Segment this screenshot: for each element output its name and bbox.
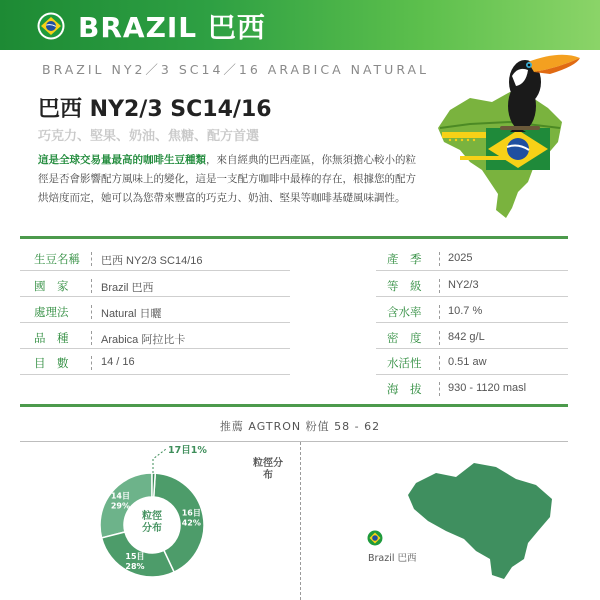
section-divider: [300, 442, 301, 600]
spec-value-water-activity: 0.51 aw: [448, 356, 487, 368]
spec-row-divider: [20, 322, 290, 323]
chart-center-label-line1: 粒徑: [142, 511, 162, 522]
donut-slice-label: 14目 29%: [110, 491, 130, 511]
spec-label-altitude: 海 拔: [387, 382, 422, 396]
map-flag-icon: [367, 530, 383, 546]
spec-row-divider: [376, 348, 568, 349]
spec-separator: [439, 305, 440, 319]
map-country-label: Brazil 巴西: [368, 553, 417, 564]
spec-separator: [439, 382, 440, 396]
spec-label-grade: 等 級: [387, 279, 422, 293]
spec-value-country: Brazil 巴西: [101, 282, 154, 294]
donut-callout: [153, 444, 207, 473]
spec-value-moisture: 10.7 %: [448, 305, 483, 317]
spec-table-bottom-rule: [20, 404, 568, 407]
spec-separator: [439, 331, 440, 345]
spec-row-divider: [376, 296, 568, 297]
page-title: BRAZIL 巴西: [78, 11, 266, 44]
spec-label-density: 密 度: [387, 331, 422, 345]
spec-row-divider: [376, 374, 568, 375]
donut-slice-label: 15目 28%: [125, 552, 145, 572]
spec-label-moisture: 含水率: [387, 305, 422, 319]
spec-label-water-activity: 水活性: [387, 356, 422, 370]
spec-row-divider: [20, 296, 290, 297]
chart-title: 粒徑分布: [253, 458, 283, 481]
spec-label-process: 處理法: [34, 305, 69, 319]
spec-row-divider: [20, 270, 290, 271]
spec-label-country: 國 家: [34, 279, 69, 293]
brazil-flag-icon: [37, 12, 65, 40]
spec-table-top-rule: [20, 236, 568, 239]
spec-row-divider: [376, 322, 568, 323]
description-text: ，來自經典的巴西產區，你無須擔心較小的粒徑是否會影響配方風味上的變化，這是一支配方咖啡中最棒的存在，根據您的配方烘焙度而定，她可以為您帶來豐富的巧克力、奶油、堅果等咖啡基礎風味調性。: [38, 154, 416, 204]
map-illustration: [438, 92, 562, 218]
spec-row-divider: [20, 348, 290, 349]
spec-separator: [91, 305, 92, 319]
spec-separator: [91, 356, 92, 370]
callout-line: [153, 449, 166, 473]
spec-value-grade: NY2/3: [448, 279, 479, 291]
donut-slice-label: 16目 42%: [181, 508, 201, 528]
spec-separator: [91, 331, 92, 345]
spec-label-bean-name: 生豆名稱: [34, 252, 80, 266]
spec-separator: [91, 252, 92, 266]
brazil-map: [400, 455, 580, 585]
flavor-notes: 巧克力、堅果、奶油、焦糖、配方首選: [38, 129, 260, 144]
spec-value-harvest: 2025: [448, 252, 473, 264]
spec-separator: [91, 279, 92, 293]
spec-value-density: 842 g/L: [448, 331, 485, 343]
product-name: 巴西 NY2/3 SC14/16: [38, 97, 272, 122]
product-description: [38, 151, 423, 208]
callout-label: 17目1%: [168, 445, 207, 456]
spec-value-altitude: 930 - 1120 masl: [448, 382, 527, 394]
brazil-map-shape: [408, 463, 552, 579]
spec-row-divider: [20, 374, 290, 375]
description-highlight: 這是全球交易量最高的咖啡生豆種類: [38, 154, 206, 166]
spec-separator: [439, 279, 440, 293]
product-code-subtitle: BRAZIL NY2／3 SC14／16 ARABICA NATURAL: [42, 62, 430, 77]
spec-label-screen-size: 目 數: [34, 356, 69, 370]
spec-value-bean-name: 巴西 NY2/3 SC14/16: [101, 255, 203, 267]
spec-value-variety: Arabica 阿拉比卡: [101, 334, 186, 346]
spec-label-harvest: 產 季: [387, 252, 422, 266]
toucan-brazil-illustration: [430, 32, 590, 222]
spec-label-variety: 品 種: [34, 331, 69, 345]
spec-value-screen-size: 14 / 16: [101, 356, 135, 368]
spec-value-process: Natural 日曬: [101, 308, 162, 320]
spec-row-divider: [376, 270, 568, 271]
agtron-recommendation: 推薦 AGTRON 粉值 58 - 62: [219, 420, 381, 433]
spec-separator: [439, 252, 440, 266]
chart-center-label-line2: 分布: [142, 523, 162, 534]
spec-separator: [439, 356, 440, 370]
